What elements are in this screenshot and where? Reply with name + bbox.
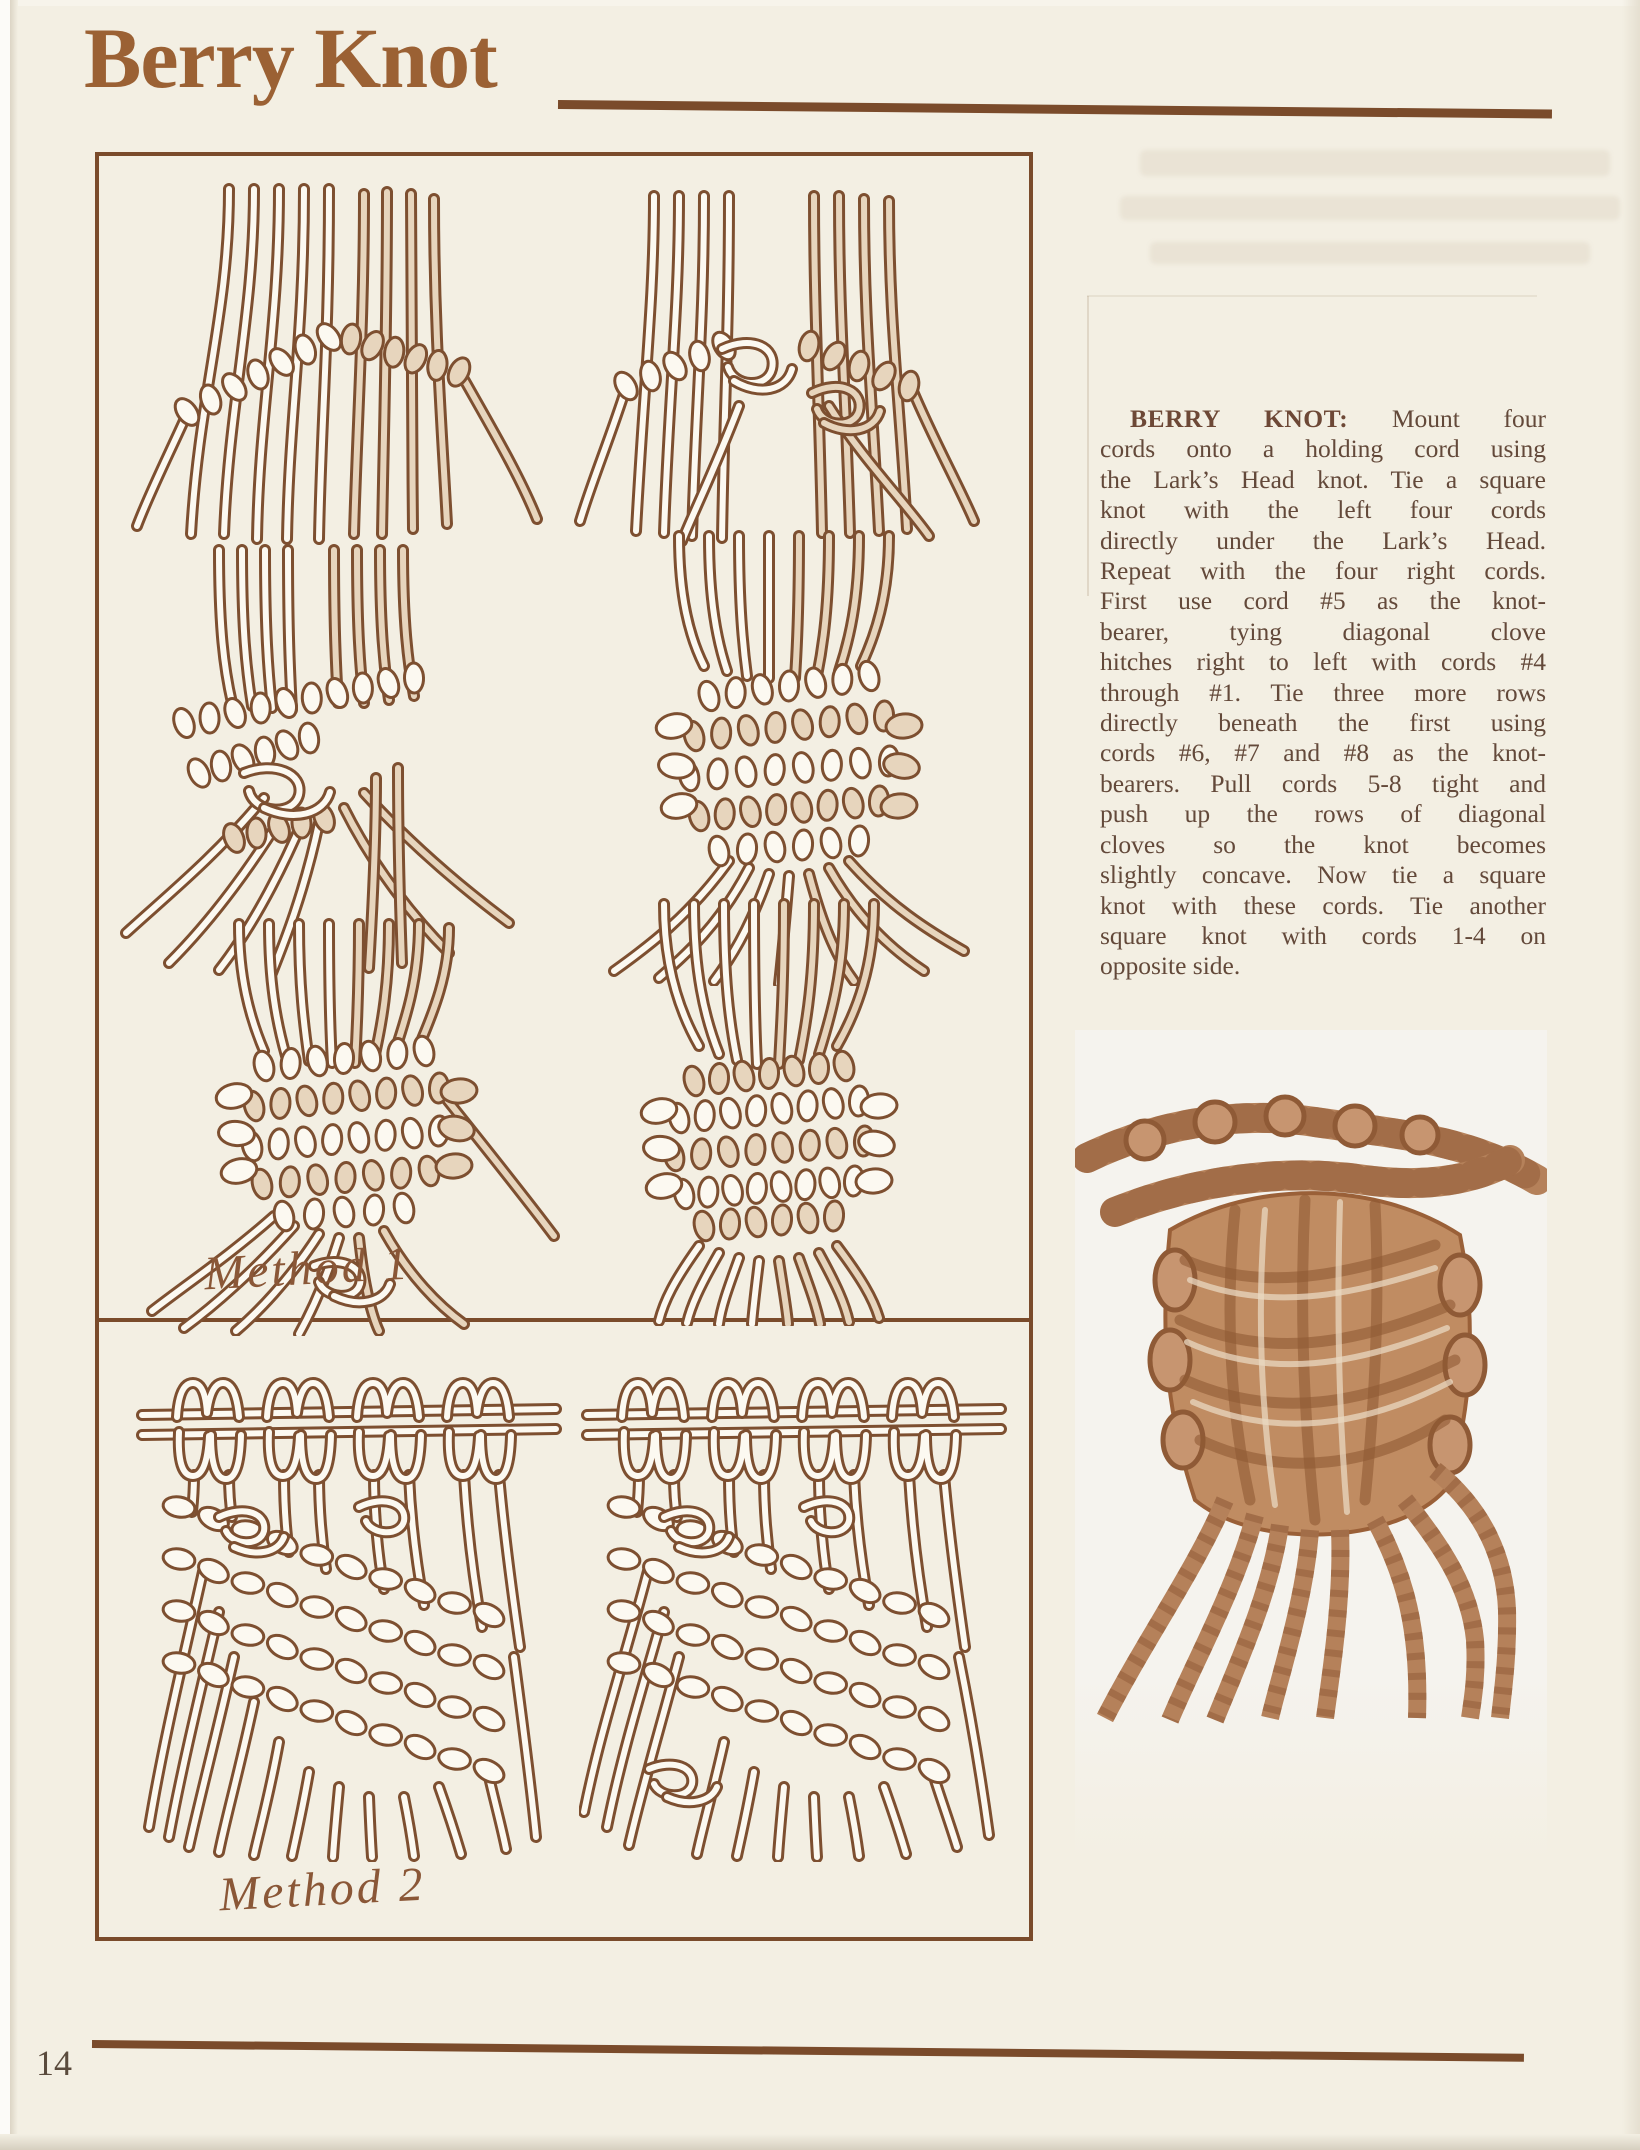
ghost-showthrough-2 bbox=[1120, 196, 1620, 220]
clove-hitch-bead bbox=[400, 1074, 426, 1108]
method2-panel bbox=[95, 1322, 1033, 1941]
clove-hitch-bead bbox=[777, 1551, 815, 1584]
clove-hitch-bead bbox=[681, 1064, 707, 1098]
text-line: knot with the left four cords bbox=[1100, 495, 1546, 525]
clove-hitch-bead bbox=[791, 751, 816, 785]
footer-rule bbox=[92, 2040, 1524, 2062]
clove-hitch-bead bbox=[817, 790, 838, 821]
clove-hitch-bead bbox=[726, 677, 746, 708]
clove-hitch-bead bbox=[799, 1130, 820, 1161]
clove-hitch-bead bbox=[738, 795, 764, 829]
clove-hitch-bead bbox=[368, 1722, 403, 1747]
clove-hitch-bead bbox=[856, 659, 883, 693]
method2-label: Method 2 bbox=[217, 1857, 427, 1922]
text-line: cloves so the knot becomes bbox=[1100, 829, 1546, 859]
page-number: 14 bbox=[36, 2043, 72, 2083]
clove-hitch-bead bbox=[606, 1546, 641, 1571]
clove-hitch-bead bbox=[391, 1157, 412, 1188]
clove-hitch-bead bbox=[346, 1121, 372, 1155]
clove-hitch-bead bbox=[299, 1698, 334, 1723]
clove-hitch-bead bbox=[200, 703, 220, 734]
clove-hitch-bead bbox=[848, 825, 870, 857]
clove-hitch-bead bbox=[195, 1607, 233, 1640]
clove-hitch-bead bbox=[744, 1698, 779, 1723]
text-line: bearers. Pull cords 5-8 tight and bbox=[1100, 768, 1546, 798]
method1-step1-diagram bbox=[129, 174, 549, 554]
clove-hitch-bead bbox=[823, 1200, 844, 1231]
ghost-showthrough-1 bbox=[1140, 150, 1610, 176]
text-line: slightly concave. Now tie a square bbox=[1100, 860, 1546, 890]
text-line: cords #6, #7 and #8 as the knot- bbox=[1100, 738, 1546, 768]
clove-hitch-bead bbox=[779, 671, 799, 702]
clove-hitch-bead bbox=[368, 1566, 403, 1591]
clove-hitch-bead bbox=[161, 1650, 196, 1675]
clove-hitch-bead bbox=[279, 1166, 300, 1197]
clove-hitch-bead bbox=[709, 1683, 747, 1716]
text-line: Repeat with the four right cords. bbox=[1100, 556, 1546, 586]
clove-hitch-bead bbox=[707, 758, 728, 789]
clove-hitch-bead bbox=[642, 1135, 680, 1162]
clove-hitch-bead bbox=[818, 826, 843, 860]
clove-hitch-bead bbox=[746, 1173, 767, 1204]
clove-hitch-bead bbox=[882, 1590, 917, 1615]
clove-hitch-bead bbox=[817, 1166, 842, 1200]
clove-hitch-bead bbox=[209, 750, 232, 783]
text-line: hitches right to left with cords #4 bbox=[1100, 647, 1546, 677]
clove-hitch-bead bbox=[709, 1063, 730, 1094]
text-line: cords onto a holding cord using bbox=[1100, 434, 1546, 464]
clove-hitch-bead bbox=[844, 702, 870, 736]
clove-hitch-bead bbox=[332, 1655, 370, 1688]
clove-hitch-bead bbox=[744, 1594, 779, 1619]
clove-hitch-bead bbox=[323, 1083, 344, 1114]
clove-hitch-bead bbox=[764, 754, 785, 785]
clove-hitch-bead bbox=[303, 1198, 325, 1230]
clove-hitch-bead bbox=[716, 1135, 741, 1169]
clove-hitch-bead bbox=[709, 1631, 747, 1664]
clove-hitch-bead bbox=[690, 1138, 711, 1169]
clove-hitch-bead bbox=[659, 348, 691, 384]
clove-hitch-bead bbox=[401, 1575, 439, 1608]
clove-hitch-bead bbox=[846, 1627, 884, 1660]
clove-hitch-bead bbox=[813, 1566, 848, 1591]
clove-hitch-bead bbox=[363, 1194, 385, 1226]
page-edge-left-shadow bbox=[10, 0, 18, 2150]
clove-hitch-bead bbox=[765, 712, 786, 743]
clove-hitch-bead bbox=[221, 696, 249, 731]
clove-hitch-bead bbox=[675, 1674, 710, 1699]
clove-hitch-bead bbox=[777, 1655, 815, 1688]
clove-hitch-bead bbox=[323, 676, 351, 711]
ghost-rule-vertical bbox=[1087, 296, 1089, 596]
clove-hitch-bead bbox=[736, 833, 758, 865]
clove-hitch-bead bbox=[746, 1095, 767, 1126]
clove-hitch-bead bbox=[846, 1679, 884, 1712]
clove-hitch-bead bbox=[332, 1707, 370, 1740]
clove-hitch-bead bbox=[353, 673, 373, 704]
clove-hitch-bead bbox=[657, 752, 695, 779]
clove-hitch-bead bbox=[161, 1546, 196, 1571]
clove-hitch-bead bbox=[790, 708, 816, 742]
clove-hitch-bead bbox=[217, 1120, 255, 1147]
clove-hitch-bead bbox=[361, 1159, 386, 1193]
clove-hitch-bead bbox=[437, 1746, 472, 1771]
text-line: bearer, tying diagonal clove bbox=[1100, 616, 1546, 646]
clove-hitch-bead bbox=[230, 1674, 265, 1699]
clove-hitch-bead bbox=[401, 1731, 439, 1764]
clove-hitch-bead bbox=[777, 1603, 815, 1636]
clove-hitch-bead bbox=[170, 706, 198, 741]
clove-hitch-bead bbox=[819, 706, 840, 737]
clove-hitch-bead bbox=[332, 1603, 370, 1636]
clove-hitch-bead bbox=[813, 1722, 848, 1747]
clove-hitch-bead bbox=[795, 1201, 820, 1235]
clove-hitch-bead bbox=[437, 1694, 472, 1719]
clove-hitch-bead bbox=[322, 1124, 343, 1155]
clove-hitch-bead bbox=[374, 666, 402, 701]
clove-hitch-bead bbox=[768, 1170, 793, 1204]
clove-hitch-bead bbox=[706, 834, 731, 868]
text-line: directly under the Lark’s Head. bbox=[1100, 525, 1546, 555]
clove-hitch-bead bbox=[268, 1128, 289, 1159]
clove-hitch-bead bbox=[184, 755, 214, 790]
clove-hitch-bead bbox=[297, 722, 320, 755]
clove-hitch-bead bbox=[331, 1195, 356, 1228]
text-line: First use cord #5 as the knot- bbox=[1100, 586, 1546, 616]
ghost-rule-horizontal bbox=[1087, 295, 1537, 297]
clove-hitch-bead bbox=[719, 1208, 740, 1239]
clove-hitch-bead bbox=[401, 341, 431, 376]
clove-hitch-bead bbox=[435, 1152, 473, 1179]
clove-hitch-bead bbox=[720, 1173, 745, 1207]
clove-hitch-bead bbox=[802, 666, 829, 700]
clove-hitch-bead bbox=[470, 1703, 508, 1736]
ghost-showthrough-3 bbox=[1150, 242, 1590, 264]
clove-hitch-bead bbox=[294, 1084, 320, 1118]
text-line: BERRY KNOT: Mount four bbox=[1130, 404, 1546, 433]
clove-hitch-bead bbox=[675, 1622, 710, 1647]
clove-hitch-bead bbox=[809, 1053, 830, 1084]
clove-hitch-bead bbox=[270, 1088, 291, 1119]
clove-hitch-bead bbox=[813, 1670, 848, 1695]
clove-hitch-bead bbox=[795, 1169, 816, 1200]
clove-hitch-bead bbox=[437, 1642, 472, 1667]
clove-hitch-bead bbox=[332, 1551, 370, 1584]
clove-hitch-bead bbox=[368, 1670, 403, 1695]
berry-knot-photo bbox=[1075, 1030, 1547, 1858]
clove-hitch-bead bbox=[230, 1570, 265, 1595]
clove-hitch-bead bbox=[733, 755, 758, 789]
clove-hitch-bead bbox=[882, 1746, 917, 1771]
clove-hitch-bead bbox=[375, 1120, 396, 1151]
clove-hitch-bead bbox=[832, 664, 852, 695]
method1-panel bbox=[95, 152, 1033, 1322]
clove-hitch-bead bbox=[387, 1038, 408, 1069]
page-edge-right bbox=[1622, 0, 1640, 2150]
clove-hitch-bead bbox=[299, 1594, 334, 1619]
clove-hitch-bead bbox=[426, 349, 449, 381]
clove-hitch-bead bbox=[335, 1162, 356, 1193]
clove-hitch-bead bbox=[882, 1642, 917, 1667]
clove-hitch-bead bbox=[400, 1116, 426, 1150]
clove-hitch-bead bbox=[762, 830, 787, 864]
text-line: directly beneath the first using bbox=[1100, 708, 1546, 738]
clove-hitch-bead bbox=[820, 1087, 846, 1121]
clove-hitch-bead bbox=[831, 1049, 857, 1083]
page-edge-top bbox=[0, 0, 1640, 6]
clove-hitch-bead bbox=[789, 791, 815, 825]
clove-hitch-bead bbox=[696, 679, 723, 713]
clove-hitch-bead bbox=[470, 1755, 508, 1788]
text-line: knot with these cords. Tie another bbox=[1100, 890, 1546, 920]
method1-step6-diagram bbox=[579, 896, 999, 1326]
clove-hitch-bead bbox=[264, 1631, 302, 1664]
clove-hitch-bead bbox=[882, 1694, 917, 1719]
clove-hitch-bead bbox=[691, 1209, 716, 1243]
clove-hitch-bead bbox=[251, 1049, 277, 1083]
clove-hitch-bead bbox=[264, 1683, 302, 1716]
clove-hitch-bead bbox=[759, 1058, 780, 1089]
clove-hitch-bead bbox=[813, 1618, 848, 1643]
clove-hitch-bead bbox=[640, 1607, 678, 1640]
clove-hitch-bead bbox=[347, 1079, 373, 1113]
text-line: square knot with cords 1-4 on bbox=[1100, 920, 1546, 950]
clove-hitch-bead bbox=[606, 1650, 641, 1675]
clove-hitch-bead bbox=[821, 750, 842, 781]
clove-hitch-bead bbox=[411, 1034, 437, 1068]
clove-hitch-bead bbox=[280, 1048, 301, 1079]
clove-hitch-bead bbox=[470, 1651, 508, 1684]
clove-hitch-bead bbox=[777, 1707, 815, 1740]
clove-hitch-bead bbox=[299, 1646, 334, 1671]
clove-hitch-bead bbox=[709, 1579, 747, 1612]
clove-hitch-bead bbox=[698, 1176, 719, 1207]
clove-hitch-bead bbox=[824, 1126, 849, 1160]
clove-hitch-bead bbox=[272, 727, 302, 762]
clove-hitch-bead bbox=[401, 1627, 439, 1660]
clove-hitch-bead bbox=[687, 339, 712, 373]
clove-hitch-bead bbox=[694, 1100, 715, 1131]
clove-hitch-bead bbox=[846, 1731, 884, 1764]
clove-hitch-bead bbox=[711, 718, 732, 749]
clove-hitch-bead bbox=[797, 1090, 818, 1121]
clove-hitch-bead bbox=[846, 1575, 884, 1608]
page-edge-bottom bbox=[0, 2134, 1640, 2150]
clove-hitch-bead bbox=[305, 1163, 330, 1197]
clove-hitch-bead bbox=[848, 746, 873, 780]
clove-hitch-bead bbox=[246, 817, 267, 848]
clove-hitch-bead bbox=[792, 829, 814, 861]
instruction-text bbox=[1100, 404, 1546, 982]
clove-hitch-bead bbox=[437, 1590, 472, 1615]
clove-hitch-bead bbox=[610, 368, 642, 404]
clove-hitch-bead bbox=[714, 798, 735, 829]
clove-hitch-bead bbox=[770, 1131, 795, 1165]
clove-hitch-bead bbox=[376, 1078, 397, 1109]
method1-step2-diagram bbox=[574, 181, 1004, 561]
text-line: opposite side. bbox=[1100, 951, 1241, 981]
text-line: through #1. Tie three more rows bbox=[1100, 677, 1546, 707]
clove-hitch-bead bbox=[230, 1622, 265, 1647]
clove-hitch-bead bbox=[404, 663, 424, 694]
method2-step1-diagram bbox=[134, 1357, 564, 1862]
clove-hitch-bead bbox=[766, 794, 787, 825]
clove-hitch-bead bbox=[264, 1579, 302, 1612]
clove-hitch-bead bbox=[717, 1096, 743, 1130]
clove-hitch-bead bbox=[915, 1651, 953, 1684]
clove-hitch-bead bbox=[368, 1618, 403, 1643]
clove-hitch-bead bbox=[769, 1091, 795, 1125]
clove-hitch-bead bbox=[218, 369, 251, 404]
page-title: Berry Knot bbox=[84, 10, 497, 106]
method2-step2-diagram bbox=[579, 1357, 1009, 1862]
clove-hitch-bead bbox=[302, 683, 322, 714]
text-line: the Lark’s Head knot. Tie a square bbox=[1100, 464, 1546, 494]
article-lead: BERRY KNOT: bbox=[1130, 404, 1349, 433]
title-rule bbox=[558, 100, 1552, 119]
clove-hitch-bead bbox=[391, 1191, 416, 1224]
berry-knot-photo-art bbox=[1075, 1030, 1547, 1730]
clove-hitch-bead bbox=[251, 693, 271, 724]
clove-hitch-bead bbox=[743, 1205, 768, 1239]
clove-hitch-bead bbox=[744, 1646, 779, 1671]
method1-label: Method 1 bbox=[202, 1236, 412, 1301]
clove-hitch-bead bbox=[271, 1199, 296, 1232]
clove-hitch-bead bbox=[915, 1703, 953, 1736]
clove-hitch-bead bbox=[401, 1679, 439, 1712]
method1-step3-diagram bbox=[114, 538, 564, 978]
text-line: push up the rows of diagonal bbox=[1100, 799, 1546, 829]
clove-hitch-bead bbox=[745, 1134, 766, 1165]
clove-hitch-bead bbox=[675, 1570, 710, 1595]
clove-hitch-bead bbox=[334, 1043, 355, 1074]
clove-hitch-bead bbox=[735, 713, 761, 747]
clove-hitch-bead bbox=[915, 1755, 953, 1788]
page-edge-left bbox=[0, 0, 10, 2150]
clove-hitch-bead bbox=[771, 1204, 792, 1235]
clove-hitch-bead bbox=[840, 786, 866, 820]
clove-hitch-bead bbox=[293, 1125, 319, 1159]
